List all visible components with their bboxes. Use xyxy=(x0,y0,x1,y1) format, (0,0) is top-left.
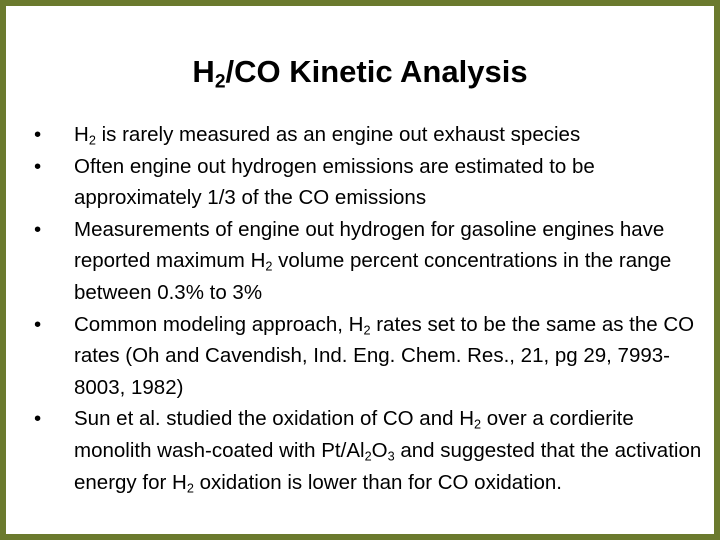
bullet-list xyxy=(34,119,714,498)
title-subscript: 2 xyxy=(214,71,226,93)
title-text: /CO Kinetic Analysis xyxy=(225,54,528,89)
slide-title xyxy=(6,52,714,92)
bullet-item: • $H_2$ is rarely measured as an engine out exhaust species xyxy=(34,119,714,151)
bullet-item: • Measurements of engine out hydrogen for gasoline engines have reported maximum $H_2$ volume percent concentrations in the range between 0.3% to 3% xyxy=(34,214,714,309)
bullet-item: • Sun et al. studied the oxidation of CO and $H_2$ over a cordierite monolith wash-coated with $Pt/Al_2O_3$ and suggested that the activation energy for $H_2$ oxidation is lower than for CO oxidation. xyxy=(34,403,714,498)
bullet-item: • Often engine out hydrogen emissions are estimated to be approximately 1/3 of the CO emissions xyxy=(34,151,714,214)
title-text: H xyxy=(192,54,215,89)
bullet-item: • Common modeling approach, $H_2$ rates set to be the same as the CO rates (Oh and Cavendish, Ind. Eng. Chem. Res., 21, pg 29, 7993-8003, 1982) xyxy=(34,309,714,404)
